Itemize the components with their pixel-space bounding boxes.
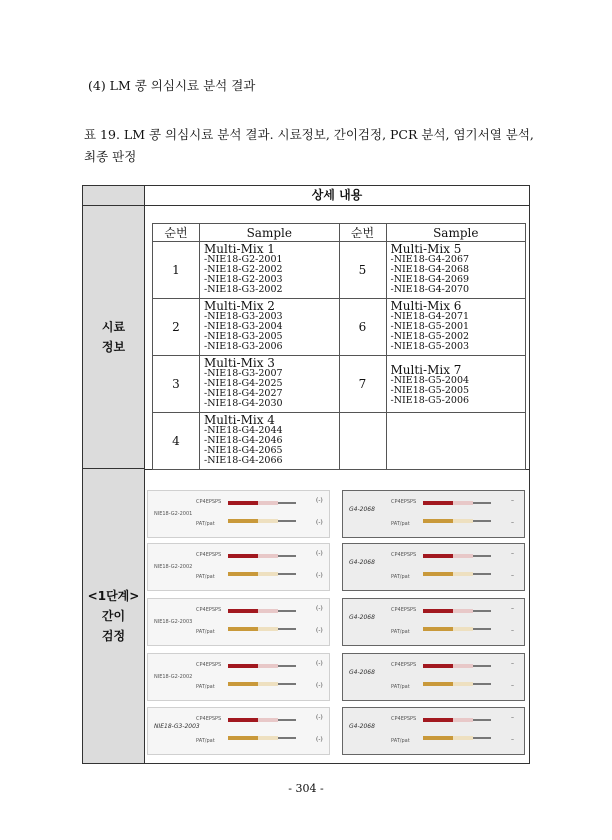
strip-band-red	[423, 664, 453, 668]
control-line	[278, 520, 296, 522]
strip-band-red	[423, 718, 453, 722]
multi-mix-label: Multi-Mix 7	[390, 362, 462, 377]
strip-band-gold	[423, 736, 453, 740]
multi-mix-label: Multi-Mix 6	[390, 299, 462, 313]
sample-codes: -NIE18-G2-2001 -NIE18-G2-2002 -NIE18-G2-2003 -NIE18-G3-2002	[204, 254, 283, 295]
pat-label: PAT/pat	[196, 521, 215, 527]
sample-cell-right	[386, 413, 526, 470]
control-line	[278, 502, 296, 504]
result-mark: –	[511, 519, 514, 526]
pat-label: PAT/pat	[196, 574, 215, 580]
control-line	[278, 665, 296, 667]
table-header: 상세 내용	[145, 186, 529, 206]
strip-band-gold	[228, 682, 258, 686]
strip-band-pale	[453, 609, 473, 613]
test-strip-photo	[147, 707, 330, 755]
control-line	[278, 628, 296, 630]
sample-cell-right	[386, 242, 526, 299]
sample-cell-right	[386, 299, 526, 356]
strip-band-pale	[258, 736, 278, 740]
strip-band-pale	[453, 519, 473, 523]
control-line	[278, 573, 296, 575]
test-strip-photo	[147, 598, 330, 646]
control-line	[278, 737, 296, 739]
control-line	[473, 502, 491, 504]
cp4epsps-label: CP4EPSPS	[196, 662, 222, 668]
result-mark: –	[511, 627, 514, 634]
result-mark: –	[511, 660, 514, 667]
sample-id-label: NIE18-G2-2002	[154, 674, 193, 680]
sample-num-right	[339, 413, 386, 470]
pat-label: PAT/pat	[391, 629, 410, 635]
strip-band-gold	[423, 572, 453, 576]
strip-band-pale	[453, 736, 473, 740]
strip-band-pale	[453, 664, 473, 668]
strip-band-red	[423, 501, 453, 505]
sample-num-right: 7	[339, 356, 386, 413]
strip-band-gold	[423, 519, 453, 523]
strip-band-red	[228, 718, 258, 722]
control-line	[473, 719, 491, 721]
sample-id-label: NIE18-G2-2003	[154, 619, 193, 625]
sample-id-label: NIE18-G3-2003	[154, 723, 200, 730]
strip-band-pale	[258, 519, 278, 523]
result-mark: (-)	[316, 714, 323, 721]
row-label-screening: <1단계> 간이 검정	[83, 469, 145, 763]
sample-codes: -NIE18-G3-2007 -NIE18-G4-2025 -NIE18-G4-2027 -NIE18-G4-2030	[204, 368, 283, 409]
sample-cell-right	[386, 356, 526, 413]
sample-num-left: 4	[153, 413, 200, 470]
col-header-num: 순번	[153, 224, 200, 242]
test-strip-photo	[147, 490, 330, 538]
sample-cell-left	[200, 299, 340, 356]
test-strip-photo	[147, 543, 330, 591]
strip-band-gold	[423, 627, 453, 631]
pat-label: PAT/pat	[391, 521, 410, 527]
table-caption: 표 19. LM 콩 의심시료 분석 결과. 시료정보, 간이검정, PCR 분석, 염기서열 분석, 최종 판정	[84, 127, 534, 164]
col-header-sample: Sample	[200, 224, 340, 242]
control-line	[473, 520, 491, 522]
sample-num-right: 6	[339, 299, 386, 356]
sample-num-left: 2	[153, 299, 200, 356]
sample-num-left: 3	[153, 356, 200, 413]
strip-band-pale	[258, 664, 278, 668]
result-mark: (-)	[316, 605, 323, 612]
strip-band-red	[228, 554, 258, 558]
control-line	[473, 737, 491, 739]
test-strip-photo	[342, 707, 525, 755]
cp4epsps-label: CP4EPSPS	[196, 607, 222, 613]
control-line	[473, 665, 491, 667]
result-mark: (-)	[316, 627, 323, 634]
pat-label: PAT/pat	[196, 629, 215, 635]
result-mark: –	[511, 682, 514, 689]
sample-cell-left	[200, 242, 340, 299]
strip-band-pale	[453, 554, 473, 558]
col-header-num: 순번	[339, 224, 386, 242]
strip-band-pale	[453, 718, 473, 722]
result-mark: –	[511, 572, 514, 579]
strip-band-pale	[453, 627, 473, 631]
strip-band-pale	[453, 501, 473, 505]
sample-id-label: G4-2068	[349, 614, 375, 621]
control-line	[473, 610, 491, 612]
result-mark: –	[511, 736, 514, 743]
cp4epsps-label: CP4EPSPS	[196, 552, 222, 558]
control-line	[473, 573, 491, 575]
sample-codes: -NIE18-G4-2067 -NIE18-G4-2068 -NIE18-G4-2069 -NIE18-G4-2070	[390, 254, 470, 295]
test-strip-photo	[147, 653, 330, 701]
pat-label: PAT/pat	[391, 574, 410, 580]
sample-id-label: G4-2068	[349, 559, 375, 566]
cp4epsps-label: CP4EPSPS	[391, 499, 417, 505]
test-strip-photo	[342, 543, 525, 591]
section-title: (4) LM 콩 의심시료 분석 결과	[88, 78, 256, 93]
col-header-sample: Sample	[386, 224, 526, 242]
table-row	[153, 413, 526, 470]
strip-band-gold	[423, 682, 453, 686]
strip-band-red	[423, 609, 453, 613]
control-line	[278, 555, 296, 557]
strip-band-pale	[258, 682, 278, 686]
result-mark: –	[511, 605, 514, 612]
control-line	[278, 719, 296, 721]
pat-label: PAT/pat	[391, 738, 410, 744]
strip-band-pale	[453, 572, 473, 576]
sample-id-label: G4-2068	[349, 723, 375, 730]
test-strip-photo	[342, 653, 525, 701]
result-mark: –	[511, 550, 514, 557]
sample-codes: -NIE18-G4-2071 -NIE18-G5-2001 -NIE18-G5-2002 -NIE18-G5-2003	[390, 311, 470, 352]
sample-num-left: 1	[153, 242, 200, 299]
sample-num-right: 5	[339, 242, 386, 299]
result-mark: (-)	[316, 660, 323, 667]
strip-band-gold	[228, 627, 258, 631]
strip-band-red	[423, 554, 453, 558]
cp4epsps-label: CP4EPSPS	[391, 607, 417, 613]
pat-label: PAT/pat	[196, 738, 215, 744]
multi-mix-label: Multi-Mix 5	[390, 242, 462, 256]
result-mark: –	[511, 714, 514, 721]
sample-id-label: G4-2068	[349, 669, 375, 676]
pat-label: PAT/pat	[391, 684, 410, 690]
page-number: - 304 -	[288, 782, 324, 795]
multi-mix-label: Multi-Mix 3	[204, 356, 275, 370]
multi-mix-label: Multi-Mix 1	[204, 242, 275, 256]
cp4epsps-label: CP4EPSPS	[196, 716, 222, 722]
result-mark: –	[511, 497, 514, 504]
strip-band-pale	[258, 718, 278, 722]
strip-band-pale	[258, 501, 278, 505]
cp4epsps-label: CP4EPSPS	[391, 662, 417, 668]
strip-band-pale	[258, 627, 278, 631]
sample-codes: -NIE18-G5-2004 -NIE18-G5-2005 -NIE18-G5-2006	[390, 374, 470, 406]
sample-cell-left	[200, 413, 340, 470]
result-mark: (-)	[316, 519, 323, 526]
test-strip-photo	[342, 598, 525, 646]
result-mark: (-)	[316, 497, 323, 504]
table-row	[153, 242, 526, 299]
sample-codes: -NIE18-G4-2044 -NIE18-G4-2046 -NIE18-G4-2065 -NIE18-G4-2066	[204, 425, 283, 466]
cp4epsps-label: CP4EPSPS	[196, 499, 222, 505]
control-line	[473, 683, 491, 685]
multi-mix-label: Multi-Mix 4	[204, 413, 275, 427]
cp4epsps-label: CP4EPSPS	[391, 552, 417, 558]
row-label-sample-info: 시료 정보	[83, 206, 145, 469]
multi-mix-label: Multi-Mix 2	[204, 299, 275, 313]
control-line	[473, 555, 491, 557]
sample-id-label: NIE18-G2-2002	[154, 564, 193, 570]
strip-band-pale	[258, 572, 278, 576]
result-mark: (-)	[316, 682, 323, 689]
strip-band-red	[228, 609, 258, 613]
table-row	[153, 299, 526, 356]
strip-band-gold	[228, 519, 258, 523]
sample-id-label: NIE18-G2-2001	[154, 511, 193, 517]
control-line	[278, 683, 296, 685]
strip-band-pale	[258, 554, 278, 558]
cp4epsps-label: CP4EPSPS	[391, 716, 417, 722]
test-strip-photo	[342, 490, 525, 538]
strip-band-red	[228, 501, 258, 505]
sample-table	[152, 223, 526, 470]
control-line	[278, 610, 296, 612]
result-mark: (-)	[316, 572, 323, 579]
strip-band-gold	[228, 736, 258, 740]
control-line	[473, 628, 491, 630]
strip-band-pale	[258, 609, 278, 613]
result-mark: (-)	[316, 736, 323, 743]
strip-band-pale	[453, 682, 473, 686]
sample-id-label: G4-2068	[349, 506, 375, 513]
sample-codes: -NIE18-G3-2003 -NIE18-G3-2004 -NIE18-G3-2005 -NIE18-G3-2006	[204, 311, 283, 352]
strip-band-red	[228, 664, 258, 668]
header-corner	[83, 186, 145, 206]
strip-band-gold	[228, 572, 258, 576]
result-mark: (-)	[316, 550, 323, 557]
table-row	[153, 356, 526, 413]
sample-cell-left	[200, 356, 340, 413]
pat-label: PAT/pat	[196, 684, 215, 690]
